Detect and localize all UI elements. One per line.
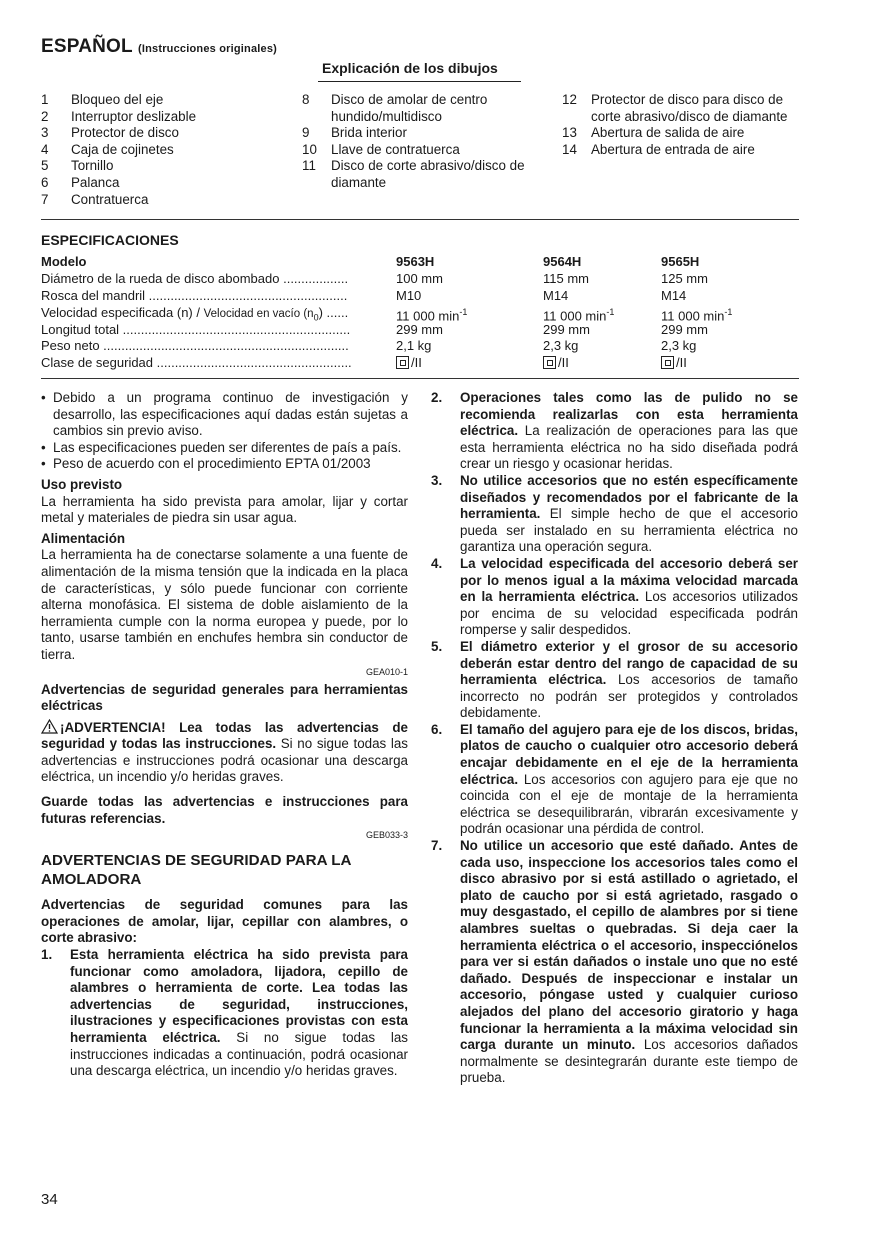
warning-item-number: 7. <box>431 838 443 854</box>
warning-item-bold: No utilice accesorios que no estén específicamente diseñados y recomendados por el fabricante de la herramienta. <box>460 472 798 522</box>
safety-class-value: /II <box>676 355 687 370</box>
warning-item-body <box>460 838 798 1087</box>
double-insulation-icon <box>543 356 556 369</box>
warning-item-bold: No utilice un accesorio que esté dañado. Antes de cada uso, inspeccione los accesorios tales como el disco abrasivo por si está astillado o agrietado, el plato de caucho por si está agrietado, rasgado o muy desgastado, el cepillo de alambres por si tiene alambres sueltas o quebradas. Si deja caer la herramienta eléctrica o el accesorio, inspecciónelos para ver si están dañados o instale uno que no esté dañado. Después de inspeccionar e instalar un accesorio, póngase usted y cualquier curioso alejados del plano del accesorio giratorio y haga funcionar la herramienta a la máxima velocidad sin carga durante un minuto. <box>460 838 798 1053</box>
legend-item-text: Abertura de salida de aire <box>591 125 745 141</box>
warning-item-bold: El diámetro exterior y el grosor de su accesorio deberán estar dentro del rango de capacidad de su herramienta eléctrica. <box>460 638 798 688</box>
warning-bold-text: ¡ADVERTENCIA! Lea todas las advertencias de seguridad y todas las instrucciones. <box>41 719 408 752</box>
legend-item <box>41 142 281 159</box>
warning-item-bold: La velocidad especificada del accesorio deberá ser por lo menos igual a la máxima velocidad marcada en la herramienta eléctrica. <box>460 555 798 605</box>
warning-item-bold: Operaciones tales como las de pulido no se recomienda realizarlas con esta herramienta eléctrica. <box>460 390 798 439</box>
speed-unit-exponent: -1 <box>724 307 733 317</box>
left-column <box>41 390 408 1080</box>
speed-unit-exponent: -1 <box>459 307 468 317</box>
warning-paragraph <box>41 719 408 786</box>
legend-item-text: Tornillo <box>71 158 114 174</box>
specs-value: 2,3 kg <box>661 338 697 353</box>
specs-value: 125 mm <box>661 271 708 286</box>
legend-item-text: Disco de corte abrasivo/disco de diamante <box>331 158 525 190</box>
common-warnings-heading: Advertencias de seguridad comunes para las operaciones de amolar, lijar, cepillar con alambres, o corte abrasivo: <box>41 897 408 946</box>
legend-item-number: 9 <box>302 125 310 141</box>
specs-row <box>41 287 801 304</box>
warning-item-bold: Esta herramienta eléctrica ha sido prevista para funcionar como amoladora, lijadora, cepillo de alambres o herramienta de corte. Lea todas las advertencias de seguridad, instrucciones, ilustraciones y especificaciones provistas con esta herramienta eléctrica. <box>70 947 408 1045</box>
warning-item-text: Si no sigue todas las instrucciones indicadas a continuación, podrá ocasionar una descarga eléctrica, un incendio y/o heridas graves. <box>70 1030 408 1079</box>
warning-item-body <box>460 722 798 838</box>
speed-label-idle: Velocidad en vacío (n <box>203 308 314 320</box>
specs-value: 299 mm <box>543 322 590 337</box>
warning-item <box>431 390 798 473</box>
warning-item-text: El simple hecho de que el accesorio pueda ser instalado en su herramienta eléctrica no garantiza una operación segura. <box>460 506 798 555</box>
safety-class-value: /II <box>411 355 422 370</box>
language-label: ESPAÑOL <box>41 36 133 57</box>
legend-item-number: 6 <box>41 174 49 190</box>
legend-item <box>41 92 281 109</box>
intended-use-heading: Uso previsto <box>41 476 123 492</box>
speed-unit-exponent: -1 <box>606 307 615 317</box>
legend-title: Explicación de los dibujos <box>322 60 498 76</box>
warning-item-text: Los accesorios con agujero para eje que no coincida con el eje de montaje de la herramienta eléctrica se desequilibrarán, vibrarán excesivamente y podrán ocasionar una pérdida de control. <box>460 771 798 837</box>
specs-value: M14 <box>543 288 569 303</box>
speed-value: 11 000 min <box>543 308 607 324</box>
double-insulation-icon <box>661 356 674 369</box>
specs-row-label: Diámetro de la rueda de disco abombado .................. <box>41 271 349 286</box>
reference-code: GEB033-3 <box>365 830 408 841</box>
specs-value: 2,3 kg <box>543 338 579 353</box>
save-instructions-text: Guarde todas las advertencias e instrucciones para futuras referencias. <box>41 794 408 826</box>
legend-item-text: Palanca <box>71 174 120 190</box>
legend-item <box>41 192 281 209</box>
legend-item-number: 4 <box>41 141 49 157</box>
legend-item <box>302 125 538 142</box>
warning-item-body <box>70 947 408 1080</box>
legend-item-text: Disco de amolar de centro hundido/multidisco <box>331 92 488 124</box>
bullet-icon: • <box>41 456 46 472</box>
warning-item <box>431 473 798 556</box>
warning-item-body <box>460 639 798 722</box>
bullet-icon: • <box>41 390 46 405</box>
legend-item-text: Interruptor deslizable <box>71 108 197 124</box>
specs-value: M10 <box>396 288 422 303</box>
intended-use-text: La herramienta ha sido prevista para amolar, lijar y cortar metal y materiales de piedra sin usar agua. <box>41 493 408 526</box>
specs-row <box>41 321 801 338</box>
speed-label-end: ) ...... <box>318 305 349 320</box>
safety-class-value: /II <box>558 355 569 370</box>
specs-row-label: Longitud total ............................................................... <box>41 322 351 337</box>
warning-item-text: Los accesorios dañados normalmente se desintegrarán durante este tiempo de prueba. <box>460 1037 798 1086</box>
legend-column-1 <box>41 92 281 208</box>
page-number: 34 <box>41 1191 58 1208</box>
warning-text: Si no sigue todas las advertencias e instrucciones podrá ocasionar una descarga eléctrica, un incendio y/o heridas graves. <box>41 736 408 785</box>
legend-item-text: Abertura de entrada de aire <box>591 141 755 157</box>
warning-item-text: Los accesorios utilizados por encima de su velocidad especificada podrán romperse y salir despedidos. <box>460 589 798 638</box>
double-insulation-icon <box>396 356 409 369</box>
specs-header-row <box>41 253 801 270</box>
specs-row <box>41 337 801 354</box>
specs-value <box>396 354 422 371</box>
spec-note-text: Las especificaciones pueden ser diferentes de país a país. <box>53 439 402 455</box>
spec-note-text: Debido a un programa continuo de investigación y desarrollo, las especificaciones aquí dadas están sujetas a cambios sin previo aviso. <box>53 390 408 439</box>
spec-note-text: Peso de acuerdo con el procedimiento EPTA 01/2003 <box>53 456 371 472</box>
specs-row-label: Clase de seguridad ...................................................... <box>41 355 352 370</box>
warning-item-bold: El tamaño del agujero para eje de los discos, bridas, platos de caucho o cualquier otro accesorio deberá encajar debidamente en el eje de la herramienta eléctrica. <box>460 721 798 787</box>
speed-value: 11 000 min <box>396 308 460 324</box>
specs-row <box>41 270 801 287</box>
speed-value: 11 000 min <box>661 308 725 324</box>
specs-value: 299 mm <box>396 322 443 337</box>
legend-item-number: 14 <box>562 141 577 157</box>
spec-note-bullet <box>41 456 408 473</box>
legend-item-text: Contratuerca <box>71 191 149 207</box>
legend-column-2 <box>302 92 538 192</box>
warning-item-number: 6. <box>431 721 443 737</box>
legend-item-number: 13 <box>562 125 577 141</box>
legend-item <box>41 175 281 192</box>
warning-item <box>431 556 798 639</box>
warning-item-text: La realización de operaciones para las que esta herramienta eléctrica no ha sido diseñada podrá crear un riesgo y ocasionar heridas. <box>460 423 798 472</box>
warning-item-body <box>460 556 798 639</box>
divider <box>41 378 799 379</box>
warning-item-number: 3. <box>431 472 443 488</box>
power-supply-heading: Alimentación <box>41 530 126 546</box>
divider <box>41 219 799 220</box>
power-supply-text: La herramienta ha de conectarse solamente a una fuente de alimentación de la misma tensión que la indicada en la placa de características, y sólo puede funcionar con corriente alterna monofásica. El sistema de doble aislamiento de la herramienta cumple con la norma europea y puede, por lo tanto, usarse también en enchufes hembra sin conductor de tierra. <box>41 547 408 662</box>
speed-label-main: Velocidad especificada (n) / <box>41 305 204 320</box>
legend-item <box>302 158 538 191</box>
warning-triangle-icon <box>41 719 58 734</box>
warning-item-number: 2. <box>431 390 443 405</box>
warning-item <box>431 722 798 838</box>
reference-code: GEA010-1 <box>365 666 408 677</box>
legend-item-text: Llave de contratuerca <box>331 141 460 157</box>
legend-item-number: 5 <box>41 158 49 174</box>
legend-item-text: Protector de disco para disco de corte abrasivo/disco de diamante <box>591 92 788 124</box>
warning-item-body <box>460 473 798 556</box>
specs-value: 299 mm <box>661 322 708 337</box>
model-9563h: 9563H <box>396 254 435 269</box>
legend-title-underline <box>318 81 521 82</box>
warning-item-number: 1. <box>41 947 53 963</box>
legend-item-number: 10 <box>302 141 317 157</box>
warning-item <box>431 838 798 1087</box>
legend-item-text: Protector de disco <box>71 125 179 141</box>
legend-column-3 <box>562 92 798 158</box>
legend-item <box>302 92 538 125</box>
specs-value: 2,1 kg <box>396 338 432 353</box>
right-column <box>431 390 798 1087</box>
specs-row-label: Peso neto .................................................................... <box>41 338 349 353</box>
specs-value <box>543 354 569 371</box>
legend-item <box>562 125 798 142</box>
model-9565h: 9565H <box>661 254 700 269</box>
legend-item-number: 12 <box>562 92 577 107</box>
legend-item-number: 2 <box>41 108 49 124</box>
specs-value <box>661 354 687 371</box>
legend-item-number: 1 <box>41 92 49 107</box>
specs-row <box>41 304 801 324</box>
specs-title: ESPECIFICACIONES <box>41 232 179 248</box>
legend-item-text: Brida interior <box>331 125 407 141</box>
legend-item <box>41 125 281 142</box>
legend-item-number: 7 <box>41 191 49 207</box>
spec-note-bullet <box>41 390 408 440</box>
legend-item-number: 3 <box>41 125 49 141</box>
warning-item <box>431 639 798 722</box>
warning-item <box>41 947 408 1080</box>
general-warnings-heading: Advertencias de seguridad generales para herramientas eléctricas <box>41 681 408 714</box>
specs-value: 100 mm <box>396 271 443 286</box>
legend-item-number: 11 <box>302 158 316 174</box>
model-9564h: 9564H <box>543 254 582 269</box>
warning-item-text: Los accesorios de tamaño incorrecto no podrán ser protegidos y controlados debidamente. <box>460 672 798 721</box>
legend-item-text: Bloqueo del eje <box>71 92 164 107</box>
specs-row-label: Rosca del mandril ....................................................... <box>41 288 348 303</box>
bullet-icon: • <box>41 439 46 455</box>
specs-row <box>41 354 801 371</box>
spec-note-bullet <box>41 440 408 457</box>
specs-header-label: Modelo <box>41 254 87 269</box>
warning-item-body <box>460 390 798 473</box>
language-title <box>41 36 277 58</box>
warning-item-number: 4. <box>431 555 443 571</box>
grinder-safety-heading: ADVERTENCIAS DE SEGURIDAD PARA LA AMOLADORA <box>41 852 351 889</box>
warning-item-number: 5. <box>431 638 443 654</box>
legend-item-number: 8 <box>302 92 310 107</box>
legend-item <box>302 142 538 159</box>
legend-item <box>41 109 281 126</box>
legend-item-text: Caja de cojinetes <box>71 141 174 157</box>
language-note: (Instrucciones originales) <box>137 43 278 55</box>
speed-label-subscript: 0 <box>313 312 319 323</box>
specs-value: M14 <box>661 288 687 303</box>
specs-value: 115 mm <box>543 271 589 286</box>
legend-item <box>41 158 281 175</box>
legend-item <box>562 142 798 159</box>
legend-item <box>562 92 798 125</box>
